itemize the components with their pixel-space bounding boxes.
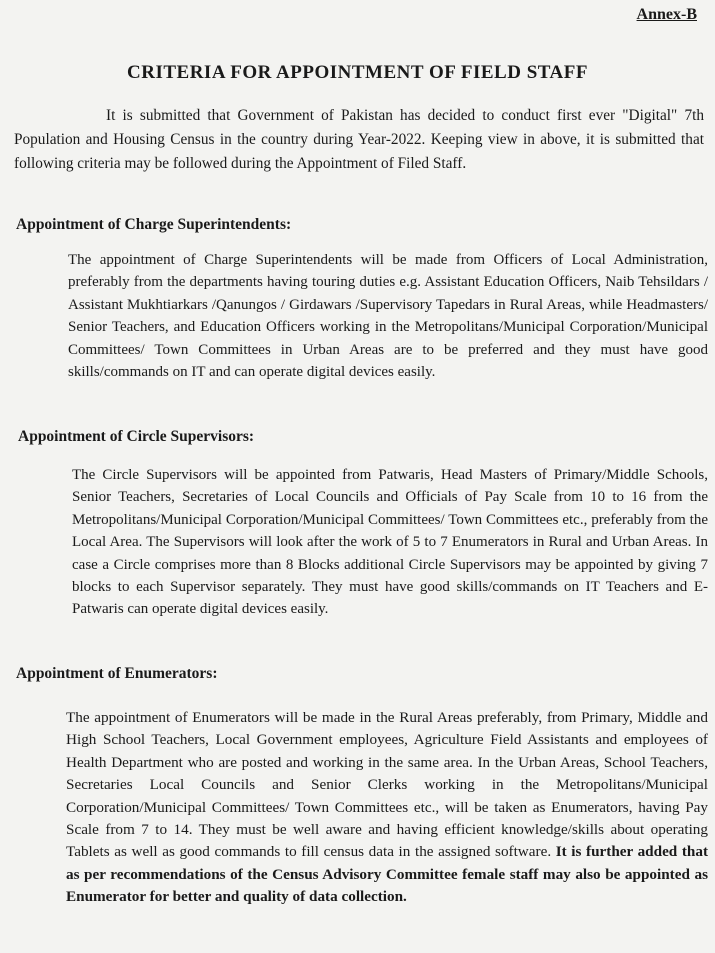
section-heading-enumerators: Appointment of Enumerators: [16,665,218,682]
intro-paragraph: It is submitted that Government of Pakistan has decided to conduct first ever "Digital" 7th Population and Housing Census in the country during Year-2022. Keeping view in above, it is submitted that following criteria may be followed during the Appointment of Filed Staff. [14,107,704,172]
section-text-enumerators [66,707,708,909]
enumerators-text: The appointment of Enumerators will be made in the Rural Areas preferably, from Primary, Middle and High School Teachers, Local Government employees, Agriculture Field Assistants and employees of Health Department who are posted and working in the same area. In the Urban Areas, School Teachers, Secretaries Local Councils and Senior Clerks working in the Metropolitans/Municipal Corporation/Municipal Committees/ Town Committees etc., will be taken as Enumerators, having Pay Scale from 7 to 14. They must be well aware and having efficient knowledge/skills about operating Tablets as well as good commands to fill census data in the assigned software. [66,709,708,861]
enumerators-text-emphasis: It is further added that as per recommendations of the Census Advisory Committee female staff may also be appointed as Enumerator for better and quality of data collection. [66,843,709,906]
section-heading-circle-supervisors: Appointment of Circle Supervisors: [18,428,255,445]
annex-label: Annex-B [636,6,697,23]
section-heading-charge-superintendents: Appointment of Charge Superintendents: [16,216,292,233]
section-text-charge-superintendents: The appointment of Charge Superintendents will be made from Officers of Local Administration, preferably from the departments having touring duties e.g. Assistant Education Officers, Naib Tehsildars / Assistant Mukhtiarkars /Qanungos / Girdawars /Supervisory Tapedars in Rural Areas, while Headmasters/ Senior Teachers, and Education Officers working in the Metropolitans/Municipal Corporation/Municipal Committees/ Town Committees in Urban Areas are to be preferred and they must have good skills/commands on IT and can operate digital devices easily. [68,252,708,381]
section-text-circle-supervisors: The Circle Supervisors will be appointed from Patwaris, Head Masters of Primary/Middle Schools, Senior Teachers, Secretaries of Local Councils and Officials of Pay Scale from 10 to 16 from the Metropolitans/Municipal Corporation/Municipal Committees/ Town Committees etc., preferably from the Local Area. The Supervisors will look after the work of 5 to 7 Enumerators in Rural and Urban Areas. In case a Circle comprises more than 8 Blocks additional Circle Supervisors may be appointed by giving 7 blocks to each Supervisor separately. They must have good skills/commands on IT Teachers and E-Patwaris can operate digital devices easily. [72,467,708,618]
page-title: CRITERIA FOR APPOINTMENT OF FIELD STAFF [127,62,588,83]
